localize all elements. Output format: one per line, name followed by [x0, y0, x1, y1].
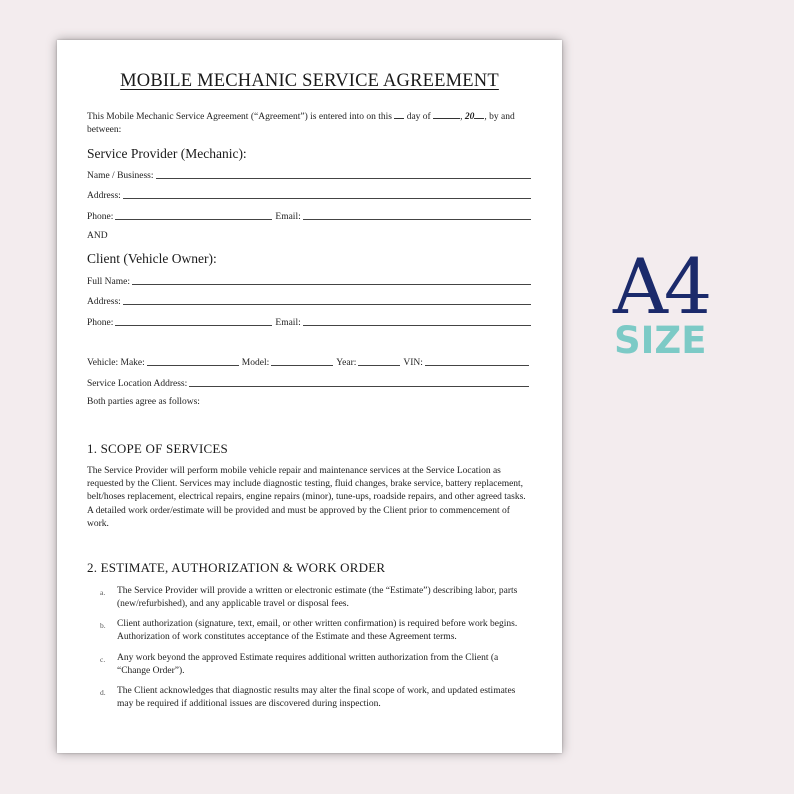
document-page — [57, 40, 562, 753]
service-location-field: Service Location Address: — [87, 375, 529, 389]
provider-address-line — [123, 197, 531, 199]
vehicle-model-line — [271, 364, 333, 366]
provider-address-field: Address: — [87, 187, 531, 201]
intro-paragraph: This Mobile Mechanic Service Agreement (“Agreement”) is entered into on this day of , 20 , by and between: — [87, 112, 515, 135]
client-heading: Client (Vehicle Owner): — [87, 251, 217, 266]
provider-email-line — [303, 218, 531, 220]
document-title: MOBILE MECHANIC SERVICE AGREEMENT — [120, 71, 499, 91]
client-fullname-field: Full Name: — [87, 273, 531, 287]
client-phone-line — [115, 324, 272, 326]
vehicle-make-line — [147, 364, 239, 366]
vehicle-field: Vehicle: Make: Model: Year: VIN: — [87, 354, 529, 368]
section2-heading: 2. ESTIMATE, AUTHORIZATION & WORK ORDER — [87, 560, 386, 575]
service-location-line — [189, 385, 529, 387]
provider-name-line — [156, 177, 532, 179]
agree-text: Both parties agree as follows: — [87, 397, 200, 407]
section1-body: The Service Provider will perform mobile vehicle repair and maintenance services at the Service Location as requested by the Client. Services may include diagnostic testing, fluid changes, brake service, battery replacement, belt/hoses replacement, electrical repairs, engine repairs (minor), tune-ups, roadside repairs, and other agreed tasks. A detailed work order/estimate will be provided and must be approved by the Client prior to commencement of work. — [87, 466, 526, 529]
client-phone-email-field: Phone: Email: — [87, 314, 531, 328]
client-address-field: Address: — [87, 293, 531, 307]
vehicle-year-line — [358, 364, 400, 366]
client-fullname-line — [132, 283, 531, 285]
list-item: b. Client authorization (signature, text, email, or other written confirmation) is required before work begins. Authorization of work constitutes acceptance of the Estimate and these Agreement terms. — [100, 619, 518, 642]
list-item: d. The Client acknowledges that diagnostic results may alter the final scope of work, and updated estimates may be required if additional issues are discovered during inspection. — [100, 686, 516, 709]
and-text: AND — [87, 231, 108, 241]
client-address-line — [123, 303, 531, 305]
section1-heading: 1. SCOPE OF SERVICES — [87, 441, 228, 456]
provider-phone-line — [115, 218, 272, 220]
year-blank — [474, 110, 484, 119]
day-blank — [394, 110, 404, 119]
client-email-line — [303, 324, 531, 326]
provider-phone-email-field: Phone: Email: — [87, 208, 531, 222]
provider-name-field: Name / Business: — [87, 167, 531, 181]
month-blank — [433, 110, 460, 119]
provider-heading: Service Provider (Mechanic): — [87, 146, 247, 161]
list-item: a. The Service Provider will provide a written or electronic estimate (the “Estimate”) describing labor, parts (new/refurbished), and any applicable travel or disposal fees. — [100, 586, 518, 609]
year-prefix: 20 — [464, 112, 475, 122]
size-label: SIZE — [614, 319, 707, 362]
vehicle-vin-line — [425, 364, 529, 366]
list-item: c. Any work beyond the approved Estimate requires additional written authorization from the Client (a “Change Order”). — [100, 653, 499, 676]
a4-size-label: A4 — [613, 242, 709, 331]
